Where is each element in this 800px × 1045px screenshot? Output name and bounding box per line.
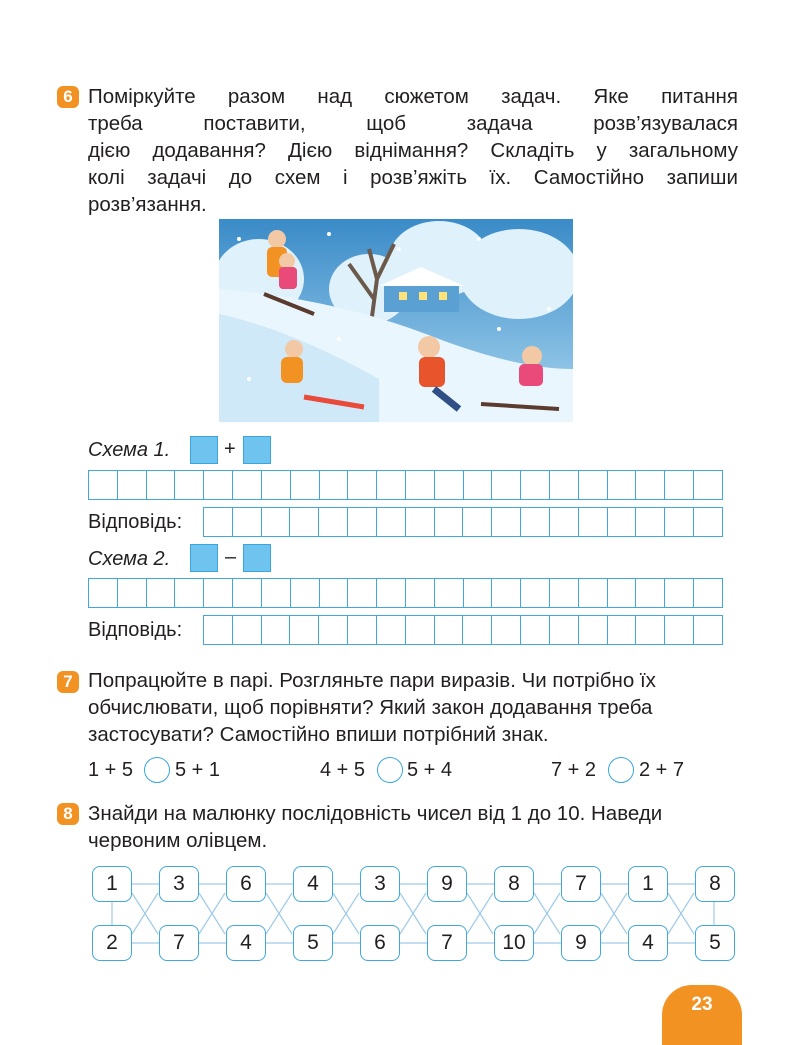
task6-line-4: колі задачі до схем і розв’яжіть їх. Самостійно запиши (88, 166, 738, 189)
pair3-left: 7 + 2 (551, 759, 597, 781)
bottom-number-box-3[interactable]: 4 (226, 925, 266, 961)
task6-line-2: треба поставити, щоб задача розв’язувалася (88, 112, 738, 135)
schema2-operator: – (225, 546, 237, 568)
task-number-7: 7 (57, 671, 79, 693)
task7-line-2: обчислювати, щоб порівняти? Який закон додавання треба (88, 696, 653, 719)
pair3-right: 2 + 7 (639, 759, 685, 781)
top-number-box-10[interactable]: 8 (695, 866, 735, 902)
pair1-left: 1 + 5 (88, 759, 134, 781)
task-number-6: 6 (57, 86, 79, 108)
bottom-number-box-6[interactable]: 7 (427, 925, 467, 961)
answer-label-1: Відповідь: (88, 511, 183, 533)
bottom-number-box-5[interactable]: 6 (360, 925, 400, 961)
top-number-box-2[interactable]: 3 (159, 866, 199, 902)
task6-line-1: Поміркуйте разом над сюжетом задач. Яке питання (88, 85, 738, 108)
top-number-box-5[interactable]: 3 (360, 866, 400, 902)
bottom-number-box-1[interactable]: 2 (92, 925, 132, 961)
bottom-number-box-8[interactable]: 9 (561, 925, 601, 961)
task7-line-3: застосувати? Самостійно впиши потрібний знак. (88, 723, 549, 746)
pair1-right: 5 + 1 (175, 759, 221, 781)
top-number-box-1[interactable]: 1 (92, 866, 132, 902)
pair2-left: 4 + 5 (320, 759, 366, 781)
task7-line-1: Попрацюйте в парі. Розгляньте пари виразів. Чи потрібно їх (88, 669, 656, 692)
top-number-box-3[interactable]: 6 (226, 866, 266, 902)
task6-line-5: розв’язання. (88, 193, 207, 216)
bottom-number-box-9[interactable]: 4 (628, 925, 668, 961)
schema1-label: Схема 1. (88, 439, 171, 461)
schema2-label: Схема 2. (88, 548, 171, 570)
top-number-box-8[interactable]: 7 (561, 866, 601, 902)
task-number-8: 8 (57, 803, 79, 825)
top-number-box-9[interactable]: 1 (628, 866, 668, 902)
top-number-box-7[interactable]: 8 (494, 866, 534, 902)
task8-line-2: червоним олівцем. (88, 829, 268, 852)
task6-line-3: дією додавання? Дією віднімання? Складіть у загальному (88, 139, 738, 162)
bottom-number-box-7[interactable]: 10 (494, 925, 534, 961)
bottom-number-box-10[interactable]: 5 (695, 925, 735, 961)
bottom-number-box-2[interactable]: 7 (159, 925, 199, 961)
top-number-box-6[interactable]: 9 (427, 866, 467, 902)
pair2-right: 5 + 4 (407, 759, 453, 781)
bottom-number-box-4[interactable]: 5 (293, 925, 333, 961)
top-number-box-4[interactable]: 4 (293, 866, 333, 902)
page-number: 23 (691, 994, 713, 1015)
task8-line-1: Знайди на малюнку послідовність чисел від 1 до 10. Наведи (88, 802, 663, 825)
schema1-operator: + (224, 438, 236, 460)
answer-label-2: Відповідь: (88, 619, 183, 641)
